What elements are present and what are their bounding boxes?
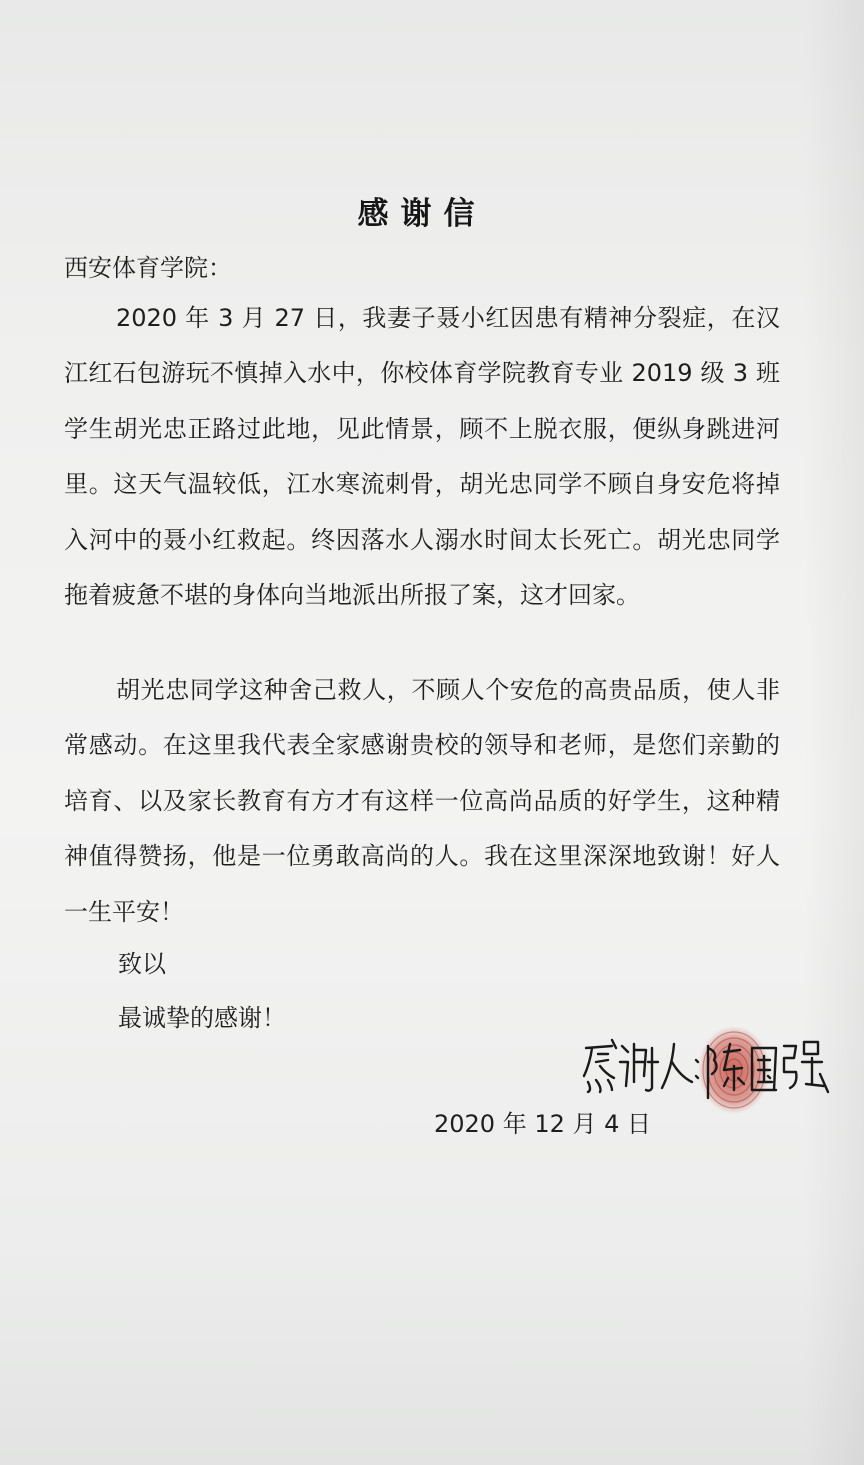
- letter-date: 2020 年 12 月 4 日: [434, 1110, 652, 1138]
- handwritten-signature: [578, 1018, 838, 1118]
- closing-line-1: 致以: [118, 950, 166, 978]
- page-shadow: [804, 0, 864, 1465]
- paragraph-2: 胡光忠同学这种舍己救人，不顾人个安危的高贵品质，使人非常感动。在这里我代表全家感谢贵校的领导和老师，是您们亲勤的培育、以及家长教育有方才有这样一位高尚品质的好学生，这种精神值得赞扬，他是一位勇敢高尚的人。我在这里深深地致谢！好人一生平安！: [64, 676, 780, 926]
- signature-with-fingerprint: [578, 1018, 838, 1118]
- paragraph-1: 2020 年 3 月 27 日，我妻子聂小红因患有精神分裂症，在汉江红石包游玩不慎掉入水中，你校体育学院教育专业 2019 级 3 班学生胡光忠正路过此地，见此情景，顾不上脱衣服，便纵身跳进河里。这天气温较低，江水寒流刺骨，胡光忠同学不顾自身安危将掉入河中的聂小红救起。终因落水人溺水时间太长死亡。胡光忠同学拖着疲惫不堪的身体向当地派出所报了案，这才回家。: [64, 304, 780, 610]
- closing-line-2: 最诚挚的感谢！: [118, 1004, 286, 1032]
- salutation: 西安体育学院：: [64, 254, 232, 282]
- letter-title: 感谢信: [357, 196, 487, 232]
